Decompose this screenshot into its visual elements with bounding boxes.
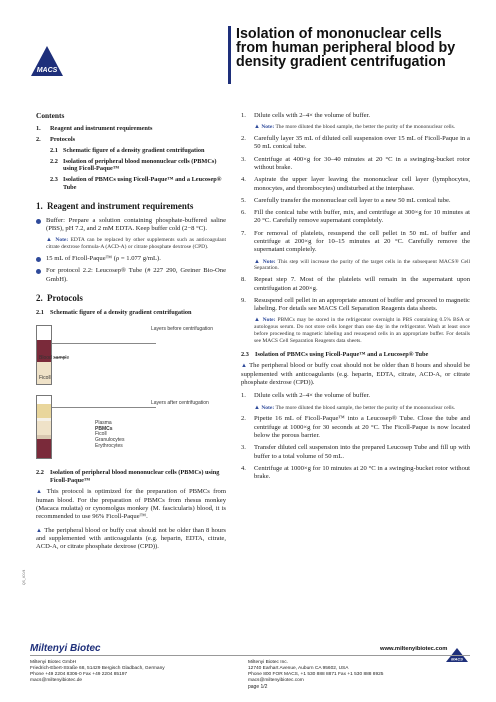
toc-number: 1. <box>36 125 41 133</box>
toc-label: Isolation of peripheral blood mononuclear cells (PBMCs) using Ficoll-Paque™ <box>63 157 217 173</box>
protocol-step: 8. Repeat step 7. Most of the platelets will remain in the supernatant upon centrifugation at 200×g. <box>241 276 470 292</box>
footer-divider <box>30 655 470 656</box>
subsection-heading-2-3: 2.3 Isolation of PBMCs using Ficoll-Paque™ and a Leucosep® Tube <box>241 350 429 358</box>
protocol-step: 5. Carefully transfer the mononuclear cell layer to a new 50 mL conical tube. <box>241 196 451 204</box>
section-heading-1: 1. Reagent and instrument requirements <box>36 200 194 211</box>
layer-label: Blood sample <box>39 354 70 361</box>
warning-triangle-icon: ▲ <box>254 317 261 324</box>
toc-label: Schematic figure of a density gradient centrifugation <box>63 146 205 154</box>
toc-number: 2. <box>36 136 41 144</box>
toc-number: 2.3 <box>50 176 58 184</box>
bullet-icon <box>36 219 41 224</box>
protocol-step: 3. Centrifuge at 400×g for 30–40 minutes at 20 °C in a swinging-bucket rotor without brake. <box>241 155 470 171</box>
protocol-step: 2. Carefully layer 35 mL of diluted cell suspension over 15 mL of Ficoll-Paque in a 50 mL conical tube. <box>241 135 470 151</box>
toc-number: 2.1 <box>50 146 58 154</box>
plasma-layer <box>37 404 51 418</box>
document-code: QS_400/4 <box>22 569 26 585</box>
layer-label: Granulocytes <box>95 437 125 444</box>
paragraph: ▲ This protocol is optimized for the preparation of PBMCs from human blood. For the preparation of PBMCs from rhesus monkey (Macaca mulatta) or cynomolgus monkey (M. fascicularis) blood, it is recommended to use 96% Ficoll-Paque™. <box>36 488 226 521</box>
address-usa: Miltenyi Biotec Inc. 12740 Earhart Avenue, Auburn CA 95602, USA Phone 800 FOR MACS, +1 530 888 8871 Fax +1 530 888 8925 macs@miltenyibiotec.com <box>248 660 384 683</box>
subsection-heading-2-1: 2.1 Schematic figure of a density gradient centrifugation <box>36 308 192 316</box>
tube-after <box>36 395 52 459</box>
bullet-icon <box>36 269 41 274</box>
paragraph: ▲ The peripheral blood or buffy coat should not be older than 8 hours and should be supplemented with anticoagulants (e.g. heparin, EDTA, citrate, ACD-A, or citrate phosphate dextrose (CPD)). <box>241 362 470 387</box>
toc-label: Reagent and instrument requirements <box>50 125 153 133</box>
contents-heading: Contents <box>36 111 65 120</box>
page-number: page 1/2 <box>248 684 268 690</box>
toc-number: 2.2 <box>50 157 58 165</box>
layer-label: Ficoll <box>95 431 107 438</box>
protocol-step: 1. Dilute cells with 2–4× the volume of buffer. <box>241 112 371 119</box>
after-layer-labels <box>95 421 124 450</box>
warning-triangle-icon: ▲ <box>254 124 260 131</box>
toc-label: Protocols <box>50 136 76 144</box>
requirement-item: 15 mL of Ficoll-Paque™ (ρ = 1.077 g/mL). <box>36 255 226 263</box>
before-caption: Layers before centrifugation <box>151 325 213 332</box>
requirement-item: Buffer: Prepare a solution containing phosphate-buffered saline (PBS), pH 7.2, and 2 mM EDTA. Keep buffer cold (2−8 °C). <box>36 217 226 234</box>
website-link[interactable]: www.miltenyibiotec.com <box>380 646 448 652</box>
paragraph: ▲ The peripheral blood or buffy coat should not be older than 8 hours and supplemented with anticoagulants (e.g. heparin, EDTA, citrate, ACD-A, or citrate phosphate dextrose (CPD)). <box>36 526 226 551</box>
right-column <box>241 112 470 485</box>
erythrocyte-layer <box>37 439 51 458</box>
toc-item[interactable] <box>36 136 226 144</box>
toc-subitem[interactable] <box>50 158 226 174</box>
macs-logo-text: MACS <box>36 67 58 74</box>
brand-logo: Miltenyi Biotec <box>30 643 101 654</box>
toc-item[interactable] <box>36 125 226 133</box>
left-column <box>36 112 226 556</box>
step-note: ▲ Note: This step will increase the purity of the target cells in the subsequent MACS® Cell Separation. <box>254 258 471 272</box>
protocol-step: 1. Dilute cells with 2–4× the volume of buffer. <box>241 392 371 400</box>
warning-triangle-icon: ▲ <box>36 489 44 496</box>
protocol-step: 6. Fill the conical tube with buffer, mix, and centrifuge at 300×g for 10 minutes at 20 °C. Carefully remove supernatant completely. <box>241 209 470 225</box>
note: ▲ Note: EDTA can be replaced by other supplements such as anticoagulant citrate dextrose formula-A (ACD-A) or citrate phosphate dextrose (CPD). <box>46 237 226 251</box>
protocol-step: 2. Pipette 16 mL of Ficoll-Paque™ into a Leucosep® Tube. Close the tube and centrifuge at 1000×g for 30 seconds at 20 °C. The Ficoll-Paque is now located below the porous barrier. <box>241 415 470 439</box>
protocol-step: 3. Transfer diluted cell suspension into the prepared Leucosep Tube and fill up with buffer to a total volume of 50 mL. <box>241 444 470 460</box>
layer-label: Plasma <box>95 419 112 426</box>
protocol-step: 7. For removal of platelets, resuspend the cell pellet in 50 mL of buffer and centrifuge at 200×g for 10–15 minutes at 20 °C. Carefully remove the supernatant completely. <box>241 229 470 254</box>
density-gradient-figure <box>36 321 226 461</box>
subsection-heading-2-2: 2.2 Isolation of peripheral blood mononuclear cells (PBMCs) using Ficoll-Paque™ <box>36 468 220 484</box>
requirement-item: For protocol 2.2: Leucosep® Tube (# 227 290, Greiner Bio-One GmbH). <box>36 267 226 284</box>
warning-triangle-icon: ▲ <box>46 237 53 244</box>
bullet-icon <box>36 257 41 262</box>
macs-footer-logo-text: MACS <box>451 656 463 662</box>
macs-logo <box>30 45 64 79</box>
step-note: ▲ Note: The more diluted the blood sample, the better the purity of the mononuclear cells. <box>254 124 456 131</box>
toc-label: Isolation of PBMCs using Ficoll-Paque™ and a Leucosep® Tube <box>63 176 222 192</box>
address-germany: Miltenyi Biotec GmbH Friedrich-Ebert-Straße 68, 51429 Bergisch Gladbach, Germany Phone +49 2204 8306-0 Fax +49 2204 85197 macs@miltenyibiotec.de <box>30 660 165 683</box>
step-note: ▲ Note: PBMCs may be stored in the refrigerator overnight in PBS containing 0.5% BSA or autologous serum. Do not store cells longer than one day in the refrigerator. Wash at least once before proceeding to magnetic labeling and resuspend cells in an appropriate buffer. For details see MACS Cell Separation Reagents data sheets. <box>254 317 470 344</box>
layer-label: Ficoll <box>39 374 51 381</box>
protocol-step: 4. Aspirate the upper layer leaving the mononuclear cell layer (lymphocytes, monocytes, and thrombocytes) undisturbed at the interphase. <box>241 176 470 192</box>
warning-triangle-icon: ▲ <box>241 363 248 370</box>
ficoll-layer-after <box>37 421 51 435</box>
title-accent-bar <box>228 26 231 84</box>
section-heading-2: 2. Protocols <box>36 292 83 303</box>
protocol-step: 9. Resuspend cell pellet in an appropriate amount of buffer and proceed to magnetic labeling. For details see MACS Cell Separation Reagents data sheets. <box>241 296 470 313</box>
warning-triangle-icon: ▲ <box>36 527 43 534</box>
warning-triangle-icon: ▲ <box>254 258 261 265</box>
warning-triangle-icon: ▲ <box>254 404 260 411</box>
step-note: ▲ Note: The more diluted the blood sample, the better the purity of the mononuclear cells. <box>254 404 456 411</box>
layer-label: Erythrocytes <box>95 442 123 449</box>
toc-subitem[interactable] <box>50 147 226 155</box>
layer-label: PBMCs <box>95 425 113 432</box>
toc-subitem[interactable] <box>50 176 226 192</box>
page-title: Isolation of mononuclear cells from human peripheral blood by density gradient centrifugation <box>236 26 456 71</box>
after-caption: Layers after centrifugation <box>151 399 209 406</box>
protocol-step: 4. Centrifuge at 1000×g for 10 minutes at 20 °C in a swinging-bucket rotor without brake. <box>241 464 470 481</box>
